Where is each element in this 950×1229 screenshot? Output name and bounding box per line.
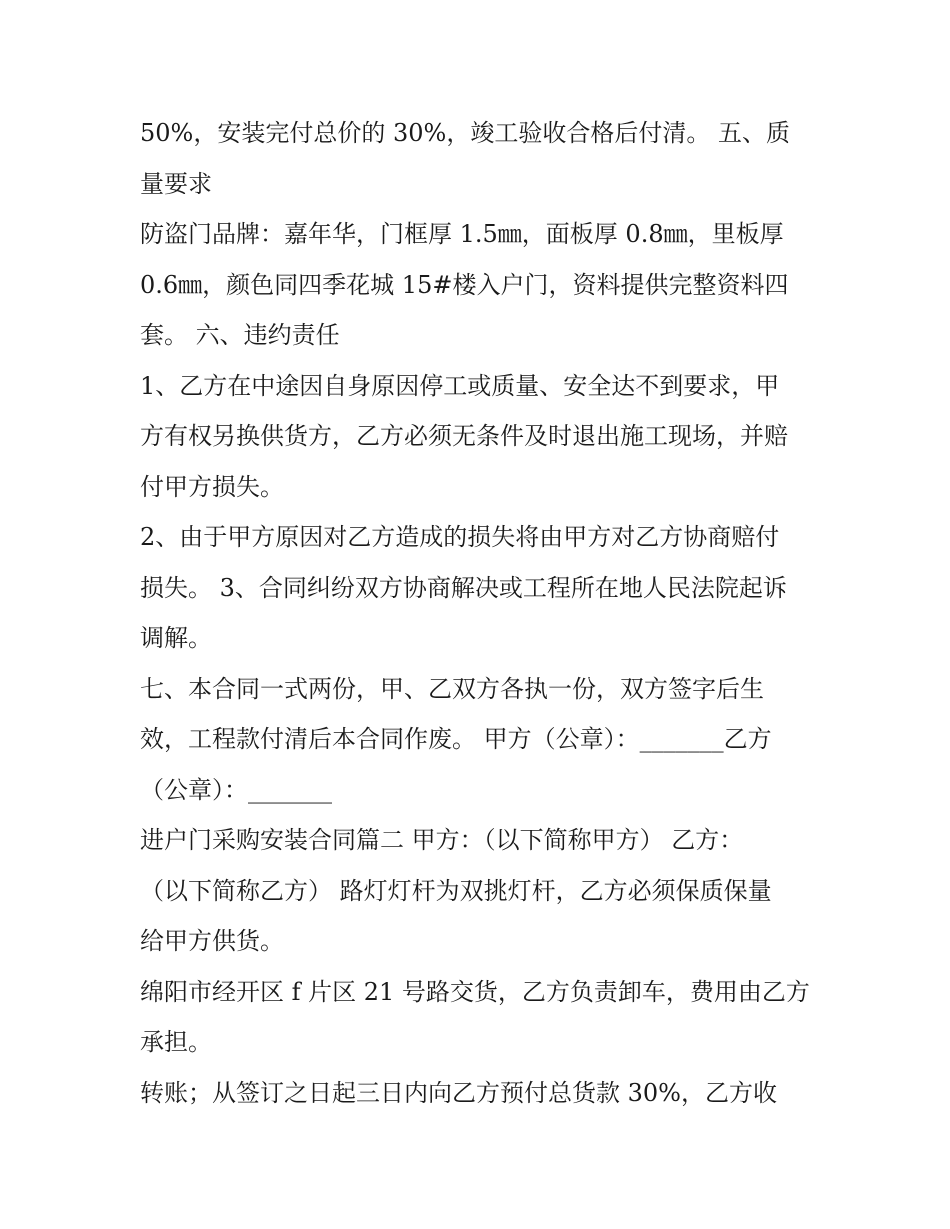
- text-line: （公章）：_______: [140, 775, 332, 804]
- text-line: 量要求: [140, 169, 212, 198]
- text-line: 50%，安装完付总价的 30%，竣工验收合格后付清。 五、质: [140, 119, 790, 147]
- text-line: 2、由于甲方原因对乙方造成的损失将由甲方对乙方协商赔付: [140, 523, 780, 551]
- document-body: [140, 108, 830, 1118]
- text-line: 给甲方供货。: [140, 927, 284, 955]
- text-line: 转账；从签订之日起三日内向乙方预付总货款 30%，乙方收: [140, 1078, 777, 1107]
- text-line: 损失。 3、合同纠纷双方协商解决或工程所在地人民法院起诉: [140, 573, 787, 602]
- text-line: 防盗门品牌：嘉年华，门框厚 1.5㎜，面板厚 0.8㎜，里板厚: [140, 220, 784, 248]
- text-line: 调解。: [140, 624, 212, 652]
- text-line: 承担。: [140, 1028, 212, 1056]
- text-line: 进户门采购安装合同篇二 甲方：（以下简称甲方） 乙方：: [140, 826, 744, 854]
- text-line: 套。 六、违约责任: [140, 321, 340, 349]
- text-line: 0.6㎜，颜色同四季花城 15#楼入户门，资料提供完整资料四: [140, 270, 789, 299]
- text-line: 绵阳市经开区 f 片区 21 号路交货，乙方负责卸车，费用由乙方: [140, 977, 810, 1006]
- text-line: 方有权另换供货方，乙方必须无条件及时退出施工现场，并赔: [140, 422, 788, 450]
- text-line: 1、乙方在中途因自身原因停工或质量、安全达不到要求，甲: [140, 371, 780, 400]
- text-line: 七、本合同一式两份，甲、乙双方各执一份，双方签字后生: [140, 674, 764, 703]
- text-line: 效，工程款付清后本合同作废。 甲方（公章）：_______乙方: [140, 725, 772, 753]
- text-line: （以下简称乙方） 路灯灯杆为双挑灯杆，乙方必须保质保量: [140, 876, 772, 905]
- text-line: 付甲方损失。: [140, 472, 284, 501]
